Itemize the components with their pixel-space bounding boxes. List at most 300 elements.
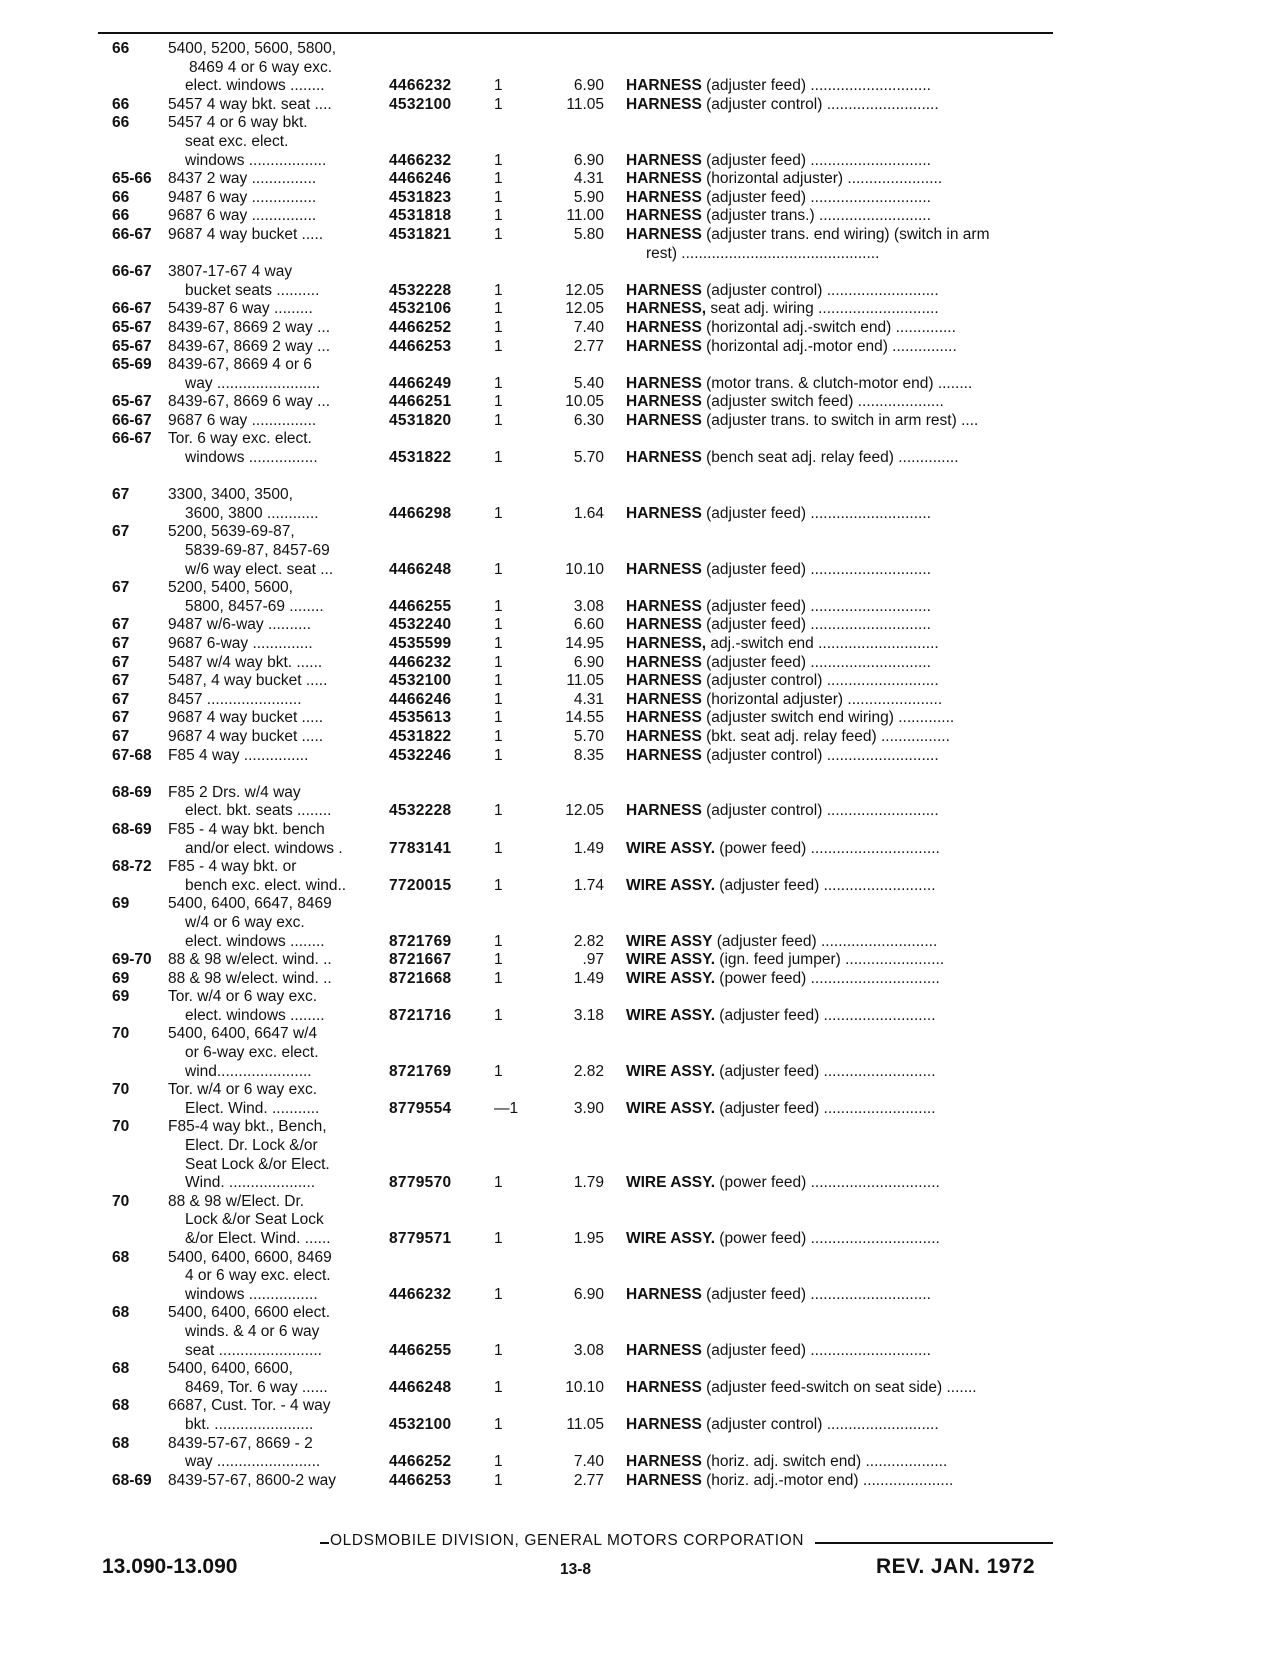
model-year: 66-67 <box>112 411 152 429</box>
part-number: 4466253 <box>389 1471 452 1489</box>
part-number: 8779571 <box>389 1230 452 1247</box>
model-description: F85 2 Drs. w/4 way <box>168 783 301 801</box>
parts-row <box>0 59 1281 78</box>
model-description: F85 4 way ............... <box>168 746 309 764</box>
model-description: F85 - 4 way bkt. bench <box>168 820 325 838</box>
parts-row <box>0 1007 1281 1026</box>
model-year: 68-69 <box>112 783 152 801</box>
part-number: 4466255 <box>389 1341 452 1359</box>
model-description: windows ................ <box>185 1285 318 1303</box>
parts-row <box>0 505 1281 524</box>
model-description: Lock &/or Seat Lock <box>185 1211 324 1229</box>
quantity: 1 <box>494 653 503 671</box>
model-year: 67-68 <box>112 746 152 764</box>
footer-rule-trail <box>815 1542 1053 1544</box>
part-detail: (adjuster trans.) .......................... <box>701 207 931 225</box>
part-description <box>626 1286 1056 1305</box>
model-description: 8457 ...................... <box>168 690 302 708</box>
model-description: 9687 6-way .............. <box>168 635 313 652</box>
quantity: 1 <box>494 300 503 318</box>
quantity: 1 <box>494 1285 503 1303</box>
price: 1.79 <box>573 1174 604 1192</box>
part-number: 8721667 <box>389 951 452 969</box>
part-detail: (horizontal adj.-switch end) .............. <box>701 318 956 336</box>
parts-row <box>0 821 1281 840</box>
price: 10.10 <box>565 1378 604 1396</box>
parts-row <box>0 486 1281 505</box>
parts-row <box>0 1193 1281 1212</box>
part-detail: (horizontal adjuster) ...................... <box>701 690 943 708</box>
part-description <box>626 691 1056 710</box>
parts-row <box>0 1081 1281 1100</box>
parts-row <box>0 245 1281 264</box>
model-description: 5400, 6400, 6600 elect. <box>168 1304 331 1322</box>
part-detail: (adjuster feed) ............................ <box>701 653 931 671</box>
parts-row <box>0 1025 1281 1044</box>
parts-row <box>0 375 1281 394</box>
price: 6.90 <box>573 1285 604 1303</box>
model-description: 5400, 5200, 5600, 5800, <box>168 40 337 57</box>
part-name: HARNESS <box>626 1341 702 1359</box>
part-detail: (adjuster control) .......................... <box>701 1415 939 1433</box>
part-detail: (power feed) .............................. <box>715 1230 940 1247</box>
quantity: 1 <box>494 1415 503 1433</box>
part-name: WIRE ASSY. <box>626 1006 715 1024</box>
price: 11.05 <box>566 95 604 113</box>
part-detail: (adjuster feed) ............................ <box>701 616 931 634</box>
part-name: HARNESS <box>626 225 702 243</box>
parts-row <box>0 1323 1281 1342</box>
part-name: WIRE ASSY. <box>626 876 715 894</box>
model-year: 65-69 <box>112 356 152 374</box>
parts-row <box>0 1453 1281 1472</box>
parts-row <box>0 970 1281 989</box>
part-name: HARNESS, <box>626 635 707 652</box>
model-description: 9687 6 way ............... <box>168 411 317 429</box>
model-description: 3600, 3800 ............ <box>185 504 319 522</box>
parts-row <box>0 430 1281 449</box>
part-detail: (horizontal adj.-motor end) ............... <box>701 337 957 355</box>
model-description: bkt. ....................... <box>185 1415 314 1433</box>
parts-row <box>0 802 1281 821</box>
part-detail: (adjuster feed) ............................ <box>701 1285 931 1303</box>
price: 12.05 <box>565 281 604 299</box>
part-name: WIRE ASSY. <box>626 1230 715 1247</box>
parts-row <box>0 1137 1281 1156</box>
parts-row <box>0 1360 1281 1379</box>
model-year: 69 <box>112 969 130 987</box>
parts-row <box>0 747 1281 766</box>
model-description: 9687 4 way bucket ..... <box>168 225 324 243</box>
model-year: 68-69 <box>112 820 152 838</box>
price: 14.55 <box>565 709 604 727</box>
quantity: 1 <box>494 690 503 708</box>
part-description <box>626 802 1056 821</box>
price: 10.10 <box>565 560 604 578</box>
model-description: 8439-57-67, 8669 - 2 <box>168 1434 313 1452</box>
model-description: F85-4 way bkt., Bench, <box>168 1118 327 1136</box>
part-number: 8779570 <box>389 1174 452 1192</box>
parts-row <box>0 114 1281 133</box>
model-year: 65-67 <box>112 393 152 411</box>
quantity: 1 <box>494 839 503 857</box>
part-name: WIRE ASSY. <box>626 1174 715 1192</box>
model-description: and/or elect. windows . <box>185 839 343 857</box>
quantity: 1 <box>494 411 503 429</box>
parts-row <box>0 1379 1281 1398</box>
model-description: 8439-67, 8669 2 way ... <box>168 318 331 336</box>
part-description <box>626 300 1056 319</box>
part-detail: (power feed) .............................. <box>715 839 940 857</box>
part-description <box>626 951 1056 970</box>
footer-rule-lead <box>320 1542 329 1544</box>
model-description: 5200, 5639-69-87, <box>168 523 295 541</box>
model-year: 69-70 <box>112 951 152 969</box>
price: 6.90 <box>573 77 604 95</box>
part-name: WIRE ASSY. <box>626 1099 715 1117</box>
parts-row <box>0 1416 1281 1435</box>
price: 2.82 <box>573 1062 604 1080</box>
price: 11.00 <box>566 207 604 225</box>
model-description: 5400, 6400, 6647 w/4 <box>168 1025 318 1043</box>
parts-row <box>0 338 1281 357</box>
part-number: 4532100 <box>389 95 452 113</box>
quantity: 1 <box>494 374 503 392</box>
part-description <box>626 933 1056 952</box>
part-number: 4466248 <box>389 560 452 578</box>
part-number: 4466255 <box>389 597 452 615</box>
parts-row <box>0 858 1281 877</box>
part-name: HARNESS <box>626 746 702 764</box>
parts-row <box>0 40 1281 59</box>
part-detail: (adjuster control) .......................... <box>701 95 939 113</box>
model-year: 66 <box>112 188 130 206</box>
quantity: 1 <box>494 225 503 243</box>
quantity: 1 <box>494 672 503 690</box>
part-description <box>626 1174 1056 1193</box>
part-detail: (adjuster feed) .......................... <box>715 1099 936 1117</box>
part-description <box>646 245 1076 264</box>
parts-row <box>0 170 1281 189</box>
price: 6.60 <box>573 616 604 634</box>
part-name: HARNESS <box>626 318 702 336</box>
part-name: HARNESS, <box>626 300 707 318</box>
part-number: 4466298 <box>389 504 452 522</box>
price: 12.05 <box>565 300 604 318</box>
part-number: 4535599 <box>389 635 452 652</box>
part-number: 8721668 <box>389 969 452 987</box>
part-number: 4466246 <box>389 690 452 708</box>
parts-row <box>0 1342 1281 1361</box>
model-year: 68 <box>112 1434 130 1452</box>
part-number: 4466252 <box>389 318 452 336</box>
model-description: bench exc. elect. wind.. <box>185 876 347 894</box>
quantity: 1 <box>494 1006 503 1024</box>
quantity: 1 <box>494 1174 503 1192</box>
model-year: 66 <box>112 95 130 113</box>
quantity: 1 <box>494 449 503 467</box>
parts-row <box>0 579 1281 598</box>
part-number: 8721716 <box>389 1006 452 1024</box>
model-year: 67 <box>112 523 130 541</box>
part-name: HARNESS <box>626 77 702 95</box>
part-description <box>626 282 1056 301</box>
parts-row <box>0 635 1281 654</box>
parts-row <box>0 951 1281 970</box>
quantity: 1 <box>494 616 503 634</box>
quantity: 1 <box>494 635 503 652</box>
parts-row <box>0 1044 1281 1063</box>
parts-row <box>0 1286 1281 1305</box>
parts-row <box>0 412 1281 431</box>
price: 7.40 <box>573 1453 604 1471</box>
price: 1.49 <box>573 969 604 987</box>
quantity: 1 <box>494 95 503 113</box>
part-description <box>626 338 1056 357</box>
part-number: 4531821 <box>389 225 452 243</box>
part-name: HARNESS <box>626 802 702 820</box>
part-description <box>626 616 1056 635</box>
model-description: w/6 way elect. seat ... <box>185 560 334 578</box>
parts-row <box>0 189 1281 208</box>
part-description <box>626 1472 1056 1491</box>
part-name: HARNESS <box>626 727 702 745</box>
parts-row <box>0 895 1281 914</box>
model-year: 67 <box>112 690 130 708</box>
part-detail: (adjuster switch end wiring) ............. <box>701 709 955 727</box>
model-year: 68-72 <box>112 858 152 876</box>
model-year: 70 <box>112 1118 130 1136</box>
model-description: 5439-87 6 way ......... <box>168 300 313 318</box>
model-year: 66-67 <box>112 263 152 281</box>
part-name: HARNESS <box>626 188 702 206</box>
part-detail: (adjuster feed) ............................ <box>701 597 931 615</box>
model-year: 66-67 <box>112 430 152 448</box>
part-description <box>626 1342 1056 1361</box>
part-name: HARNESS <box>626 504 702 522</box>
part-number: 4466251 <box>389 393 452 411</box>
quantity: 1 <box>494 318 503 336</box>
parts-row <box>0 1249 1281 1268</box>
model-description: windows ................ <box>185 449 318 467</box>
model-description: Seat Lock &/or Elect. <box>185 1155 330 1173</box>
model-description: 8469 4 or 6 way exc. <box>189 58 333 76</box>
part-detail: (power feed) .............................. <box>715 1174 940 1192</box>
part-detail: (adjuster control) .......................... <box>701 802 939 820</box>
row-gap <box>0 468 1281 487</box>
part-number: 4466248 <box>389 1378 452 1396</box>
part-description <box>626 393 1056 412</box>
part-description <box>626 226 1056 245</box>
part-description <box>626 412 1056 431</box>
price: 5.90 <box>573 188 604 206</box>
parts-row <box>0 1267 1281 1286</box>
parts-row <box>0 784 1281 803</box>
parts-row <box>0 282 1281 301</box>
part-description <box>626 840 1056 859</box>
parts-row <box>0 1472 1281 1491</box>
parts-row <box>0 914 1281 933</box>
part-number: 4532228 <box>389 281 452 299</box>
part-name: HARNESS <box>626 374 702 392</box>
parts-row <box>0 1304 1281 1323</box>
part-name: HARNESS <box>626 170 702 188</box>
part-detail: (adjuster control) .......................... <box>701 746 939 764</box>
part-number: 4532228 <box>389 802 452 820</box>
price: 3.18 <box>573 1006 604 1024</box>
model-description: winds. & 4 or 6 way <box>185 1322 320 1340</box>
parts-row <box>0 877 1281 896</box>
parts-row <box>0 77 1281 96</box>
part-description <box>626 1007 1056 1026</box>
part-number: 8779554 <box>389 1099 452 1117</box>
price: 1.95 <box>573 1230 604 1247</box>
parts-row <box>0 96 1281 115</box>
model-year: 68 <box>112 1304 130 1322</box>
part-description <box>626 728 1056 747</box>
part-description <box>626 319 1056 338</box>
quantity: 1 <box>494 207 503 225</box>
model-year: 66-67 <box>112 225 152 243</box>
part-name: HARNESS <box>626 709 702 727</box>
model-year: 69 <box>112 895 130 913</box>
model-year: 67 <box>112 616 130 634</box>
part-detail: (adjuster feed) ............................ <box>701 77 931 95</box>
part-name: WIRE ASSY. <box>626 951 715 969</box>
part-detail: (adjuster control) .......................... <box>701 672 939 690</box>
model-year: 67 <box>112 727 130 745</box>
part-number: 4466232 <box>389 1285 452 1303</box>
parts-list <box>0 40 1281 1490</box>
model-description: or 6-way exc. elect. <box>185 1044 319 1062</box>
model-year: 70 <box>112 1025 130 1043</box>
part-number: 4531823 <box>389 188 452 206</box>
part-description <box>626 170 1056 189</box>
price: 14.95 <box>565 635 604 652</box>
model-year: 68 <box>112 1360 130 1378</box>
parts-row <box>0 133 1281 152</box>
part-detail: seat adj. wiring ............................ <box>706 300 939 318</box>
quantity: 1 <box>494 746 503 764</box>
parts-row <box>0 672 1281 691</box>
part-number: 4531818 <box>389 207 452 225</box>
parts-row <box>0 691 1281 710</box>
price: 3.08 <box>573 1341 604 1359</box>
part-description <box>626 207 1056 226</box>
part-number: 4466232 <box>389 151 452 169</box>
model-description: 5200, 5400, 5600, <box>168 579 293 597</box>
part-detail: rest) .............................................. <box>646 244 880 262</box>
parts-row <box>0 840 1281 859</box>
part-detail: (horizontal adjuster) ...................... <box>701 170 943 188</box>
model-description: 8439-57-67, 8600-2 way <box>168 1471 337 1489</box>
part-name: HARNESS <box>626 560 702 578</box>
model-description: seat exc. elect. <box>185 132 289 150</box>
model-description: 5400, 6400, 6600, 8469 <box>168 1248 332 1266</box>
price: 5.70 <box>573 449 604 467</box>
model-description: 5457 4 way bkt. seat .... <box>168 95 332 113</box>
model-year: 66 <box>112 207 130 225</box>
quantity: 1 <box>494 151 503 169</box>
quantity: 1 <box>494 1471 503 1489</box>
part-detail: (adjuster feed) ............................ <box>701 188 931 206</box>
model-year: 69 <box>112 988 130 1006</box>
model-description: 5800, 8457-69 ........ <box>185 597 324 615</box>
parts-row <box>0 1211 1281 1230</box>
parts-row <box>0 300 1281 319</box>
part-description <box>626 598 1056 617</box>
model-description: Tor. w/4 or 6 way exc. <box>168 988 318 1006</box>
part-description <box>626 449 1056 468</box>
part-description <box>626 96 1056 115</box>
part-name: HARNESS <box>626 597 702 615</box>
model-year: 70 <box>112 1081 130 1099</box>
part-name: HARNESS <box>626 1378 702 1396</box>
model-description: elect. windows ........ <box>185 1006 325 1024</box>
model-description: wind...................... <box>185 1062 312 1080</box>
part-number: 8721769 <box>389 1062 452 1080</box>
parts-row <box>0 319 1281 338</box>
model-year: 67 <box>112 709 130 727</box>
price: 1.64 <box>573 504 604 522</box>
part-name: HARNESS <box>626 281 702 299</box>
model-description: 5400, 6400, 6600, <box>168 1360 293 1378</box>
row-gap <box>0 765 1281 784</box>
price: 11.05 <box>566 1415 604 1433</box>
part-description <box>626 1230 1056 1249</box>
part-number: 8721769 <box>389 932 452 950</box>
model-description: 9487 w/6-way .......... <box>168 616 312 634</box>
model-description: 8439-67, 8669 4 or 6 <box>168 356 312 374</box>
model-description: way ........................ <box>185 1453 321 1471</box>
model-description: Elect. Dr. Lock &/or <box>185 1137 318 1155</box>
model-description: 9687 6 way ............... <box>168 207 317 225</box>
part-number: 7720015 <box>389 876 452 894</box>
part-detail: (adjuster feed) .......................... <box>715 1006 936 1024</box>
price: 6.90 <box>573 151 604 169</box>
part-name: HARNESS <box>626 151 702 169</box>
part-number: 4532106 <box>389 300 452 318</box>
footer-section-number: 13.090-13.090 <box>102 1555 238 1578</box>
model-year: 65-66 <box>112 170 152 188</box>
quantity: 1 <box>494 188 503 206</box>
quantity: 1 <box>494 77 503 95</box>
quantity: 1 <box>494 932 503 950</box>
model-year: 66 <box>112 114 130 132</box>
parts-row <box>0 1118 1281 1137</box>
part-detail: (adjuster trans. end wiring) (switch in arm <box>701 225 990 243</box>
part-description <box>626 152 1056 171</box>
part-description <box>626 1063 1056 1082</box>
part-detail: (adjuster feed) ............................ <box>701 560 931 578</box>
quantity: 1 <box>494 170 503 188</box>
model-year: 68 <box>112 1397 130 1415</box>
part-name: WIRE ASSY <box>626 932 713 950</box>
model-description: 4 or 6 way exc. elect. <box>185 1267 331 1285</box>
parts-row <box>0 226 1281 245</box>
part-detail: (motor trans. & clutch-motor end) ........ <box>701 374 973 392</box>
quantity: 1 <box>494 597 503 615</box>
part-detail: (adjuster feed) .......................... <box>715 1062 936 1080</box>
model-year: 70 <box>112 1192 130 1210</box>
quantity: 1 <box>494 727 503 745</box>
part-number: 4531822 <box>389 449 452 467</box>
model-year: 66-67 <box>112 300 152 318</box>
model-description: bucket seats .......... <box>185 281 320 299</box>
part-detail: (adjuster feed) ............................ <box>701 504 931 522</box>
parts-row <box>0 152 1281 171</box>
model-description: 5487 w/4 way bkt. ...... <box>168 653 323 671</box>
